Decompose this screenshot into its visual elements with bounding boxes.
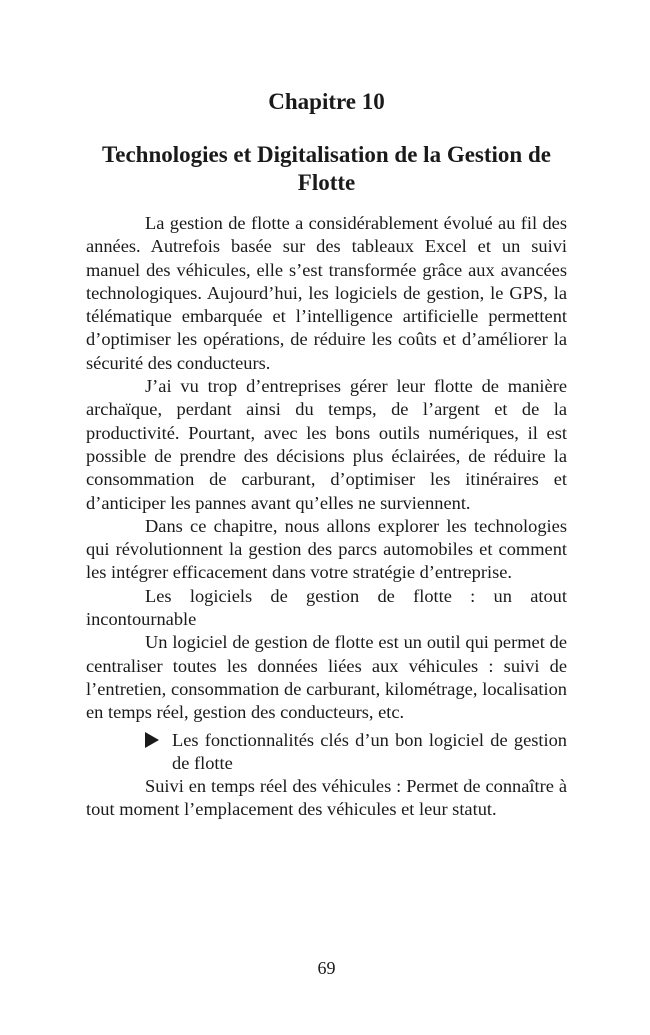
paragraph-chapter-overview: Dans ce chapitre, nous allons explorer les technologies qui révolutionnent la gestion des parcs automobiles et comment les intégrer efficacement dans votre stratégie d’entreprise.	[86, 515, 567, 583]
triangle-bullet-icon	[145, 729, 172, 752]
book-page	[86, 0, 567, 1035]
chapter-label: Chapitre 10	[268, 89, 385, 114]
section-heading-software: Les logiciels de gestion de flotte : un atout incontournable	[86, 585, 567, 630]
bullet-text: Les fonctionnalités clés d’un bon logiciel de gestion de flotte	[172, 729, 567, 773]
chapter-title: Technologies et Digitalisation de la Gestion de Flotte	[102, 142, 551, 195]
page-number: 69	[317, 958, 336, 978]
bullet-item-key-features	[145, 729, 567, 776]
paragraph-real-time-tracking: Suivi en temps réel des véhicules : Permet de connaître à tout moment l’emplacement des véhicules et leur statut.	[86, 776, 567, 820]
body-text	[86, 212, 567, 822]
paragraph-experience: J’ai vu trop d’entreprises gérer leur flotte de manière archaïque, perdant ainsi du temps, de l’argent et de la productivité. Pourtant, avec les bons outils numériques, il est possible de prendre des décisions plus éclairées, de réduire la consommation de carburant, d’optimiser les itinéraires et d’anticiper les pannes avant qu’elles ne surviennent.	[86, 376, 567, 513]
paragraph-intro: La gestion de flotte a considérablement évolué au fil des années. Autrefois basée sur des tableaux Excel et un suivi manuel des véhicules, elle s’est transformée grâce aux avancées technologiques. Aujourd’hui, les logiciels de gestion, le GPS, la télématique embarquée et l’intelligence artificielle permettent d’optimiser les opérations, de réduire les coûts et d’améliorer la sécurité des conducteurs.	[86, 213, 567, 373]
paragraph-software-definition: Un logiciel de gestion de flotte est un outil qui permet de centraliser toutes les données liées aux véhicules : suivi de l’entretien, consommation de carburant, kilométrage, localisation en temps réel, gestion des conducteurs, etc.	[86, 632, 567, 723]
